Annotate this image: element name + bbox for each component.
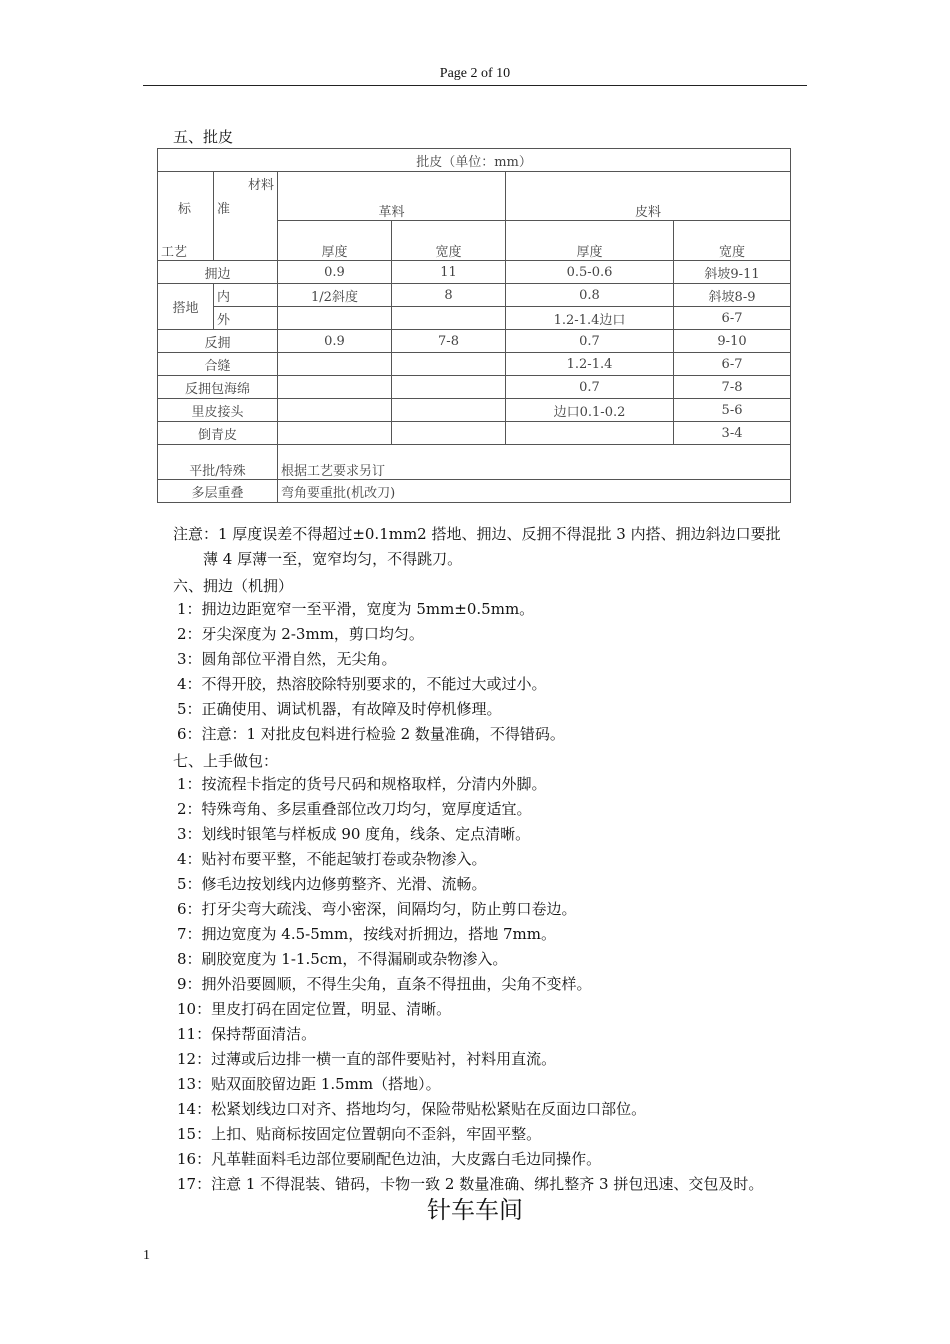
list-item: 3：圆角部位平滑自然，无尖角。 <box>177 650 397 668</box>
header-material: 材料 <box>214 172 278 195</box>
cell: 0.5-0.6 <box>506 261 674 284</box>
list-item: 4：贴衬布要平整，不能起皱打卷或杂物渗入。 <box>177 850 487 868</box>
cell: 0.9 <box>278 330 392 353</box>
table-row <box>158 480 791 503</box>
cell: 斜坡8-9 <box>674 284 791 307</box>
table-row <box>158 422 791 445</box>
header-width: 宽度 <box>392 220 506 261</box>
cell <box>278 422 392 445</box>
table-caption: 批皮（单位：mm） <box>158 149 791 172</box>
cell <box>392 353 506 376</box>
cell: 3-4 <box>674 422 791 445</box>
list-item: 13：贴双面胶留边距 1.5mm（搭地）。 <box>177 1075 441 1093</box>
cell <box>506 422 674 445</box>
table-row <box>158 330 791 353</box>
section7-list <box>177 772 763 1197</box>
cell: 0.7 <box>506 330 674 353</box>
cell <box>392 376 506 399</box>
table-caption-row <box>158 149 791 172</box>
row-label: 拥边 <box>158 261 278 284</box>
cell: 7-8 <box>674 376 791 399</box>
row-label: 反拥包海绵 <box>158 376 278 399</box>
row-group-label: 搭地 <box>158 284 214 330</box>
row-label: 合缝 <box>158 353 278 376</box>
blank-cell <box>214 220 278 261</box>
list-item: 6：打牙尖弯大疏浅、弯小密深，间隔均匀，防止剪口卷边。 <box>177 900 577 918</box>
cell <box>278 353 392 376</box>
list-item: 4：不得开胶，热溶胶除特别要求的，不能过大或过小。 <box>177 675 547 693</box>
list-item: 5：正确使用、调试机器，有故障及时停机修理。 <box>177 700 502 718</box>
table-row <box>158 399 791 422</box>
header-rule <box>143 85 807 86</box>
cell: 7-8 <box>392 330 506 353</box>
cell: 0.7 <box>506 376 674 399</box>
table-row <box>158 284 791 307</box>
cell <box>392 307 506 330</box>
cell <box>278 399 392 422</box>
list-item: 17：注意 1 不得混装、错码，卡物一致 2 数量准确、绑扎整齐 3 拼包迅速、交包及时。 <box>177 1175 764 1193</box>
cell: 0.8 <box>506 284 674 307</box>
header-pimao: 皮料 <box>506 172 791 221</box>
cell: 11 <box>392 261 506 284</box>
table-row <box>158 307 791 330</box>
list-item: 12：过薄或后边排一横一直的部件要贴衬，衬料用直流。 <box>177 1050 557 1068</box>
list-item: 10：里皮打码在固定位置，明显、清晰。 <box>177 1000 452 1018</box>
section5-title: 五、批皮 <box>173 128 234 146</box>
list-item: 16：凡革鞋面料毛边部位要刷配色边油，大皮露白毛边同操作。 <box>177 1150 602 1168</box>
section6-title: 六、拥边（机拥） <box>173 577 294 595</box>
table-header-row-3 <box>158 220 791 261</box>
page-number: 1 <box>143 1248 150 1263</box>
list-item: 8：刷胶宽度为 1-1.5cm，不得漏刷或杂物渗入。 <box>177 950 508 968</box>
skiving-table <box>157 148 791 503</box>
list-item: 1：按流程卡指定的货号尺码和规格取样，分清内外脚。 <box>177 775 547 793</box>
table-row <box>158 376 791 399</box>
list-item: 5：修毛边按划线内边修剪整齐、光滑、流畅。 <box>177 875 487 893</box>
list-item: 9：拥外沿要圆顺，不得生尖角，直条不得扭曲，尖角不变样。 <box>177 975 592 993</box>
cell <box>392 399 506 422</box>
table-row <box>158 445 791 480</box>
list-item: 2：特殊弯角、多层重叠部位改刀均匀，宽厚度适宜。 <box>177 800 532 818</box>
list-item: 6：注意：1 对批皮包料进行检验 2 数量准确，不得错码。 <box>177 725 565 743</box>
cell <box>278 307 392 330</box>
list-item: 7：拥边宽度为 4.5-5mm，按线对折拥边，搭地 7mm。 <box>177 925 556 943</box>
table-header-row-1 <box>158 172 791 195</box>
cell: 根据工艺要求另订 <box>278 445 791 480</box>
row-label: 倒青皮 <box>158 422 278 445</box>
cell: 5-6 <box>674 399 791 422</box>
row-label: 平批/特殊 <box>158 445 278 480</box>
header-process: 工艺 <box>158 220 214 261</box>
header-biao: 标 <box>158 194 214 220</box>
header-gemao: 革料 <box>278 172 506 221</box>
cell: 0.9 <box>278 261 392 284</box>
section6-list <box>177 597 565 747</box>
cell: 6-7 <box>674 353 791 376</box>
page-header: Page 2 of 10 <box>439 66 511 81</box>
cell: 弯角要重批(机改刀) <box>278 480 791 503</box>
list-item: 1：拥边边距宽窄一至平滑，宽度为 5mm±0.5mm。 <box>177 600 535 618</box>
table-row <box>158 261 791 284</box>
blank-cell <box>158 172 214 195</box>
list-item: 2：牙尖深度为 2-3mm，剪口均匀。 <box>177 625 424 643</box>
section5-note-line2: 薄 4 厚薄一至，宽窄均匀，不得跳刀。 <box>203 550 463 568</box>
row-label: 外 <box>214 307 278 330</box>
list-item: 11：保持帮面清洁。 <box>177 1025 317 1043</box>
table-row <box>158 353 791 376</box>
cell: 斜坡9-11 <box>674 261 791 284</box>
workshop-title: 针车车间 <box>427 1196 523 1224</box>
section7-title: 七、上手做包： <box>173 752 279 770</box>
cell: 1/2斜度 <box>278 284 392 307</box>
row-label: 反拥 <box>158 330 278 353</box>
cell <box>278 376 392 399</box>
row-label: 里皮接头 <box>158 399 278 422</box>
list-item: 3：划线时银笔与样板成 90 度角，线条、定点清晰。 <box>177 825 531 843</box>
cell: 8 <box>392 284 506 307</box>
section5-note-line1: 注意：1 厚度误差不得超过±0.1mm2 搭地、拥边、反拥不得混批 3 内搭、拥边斜边口要批 <box>173 525 781 543</box>
list-item: 15：上扣、贴商标按固定位置朝向不歪斜，牢固平整。 <box>177 1125 542 1143</box>
row-label: 多层重叠 <box>158 480 278 503</box>
cell <box>392 422 506 445</box>
header-zhun: 准 <box>214 194 278 220</box>
header-width: 宽度 <box>674 220 791 261</box>
list-item: 14：松紧划线边口对齐、搭地均匀，保险带贴松紧贴在反面边口部位。 <box>177 1100 647 1118</box>
row-label: 内 <box>214 284 278 307</box>
cell: 1.2-1.4边口 <box>506 307 674 330</box>
header-thickness: 厚度 <box>506 220 674 261</box>
cell: 边口0.1-0.2 <box>506 399 674 422</box>
cell: 1.2-1.4 <box>506 353 674 376</box>
cell: 9-10 <box>674 330 791 353</box>
header-thickness: 厚度 <box>278 220 392 261</box>
cell: 6-7 <box>674 307 791 330</box>
